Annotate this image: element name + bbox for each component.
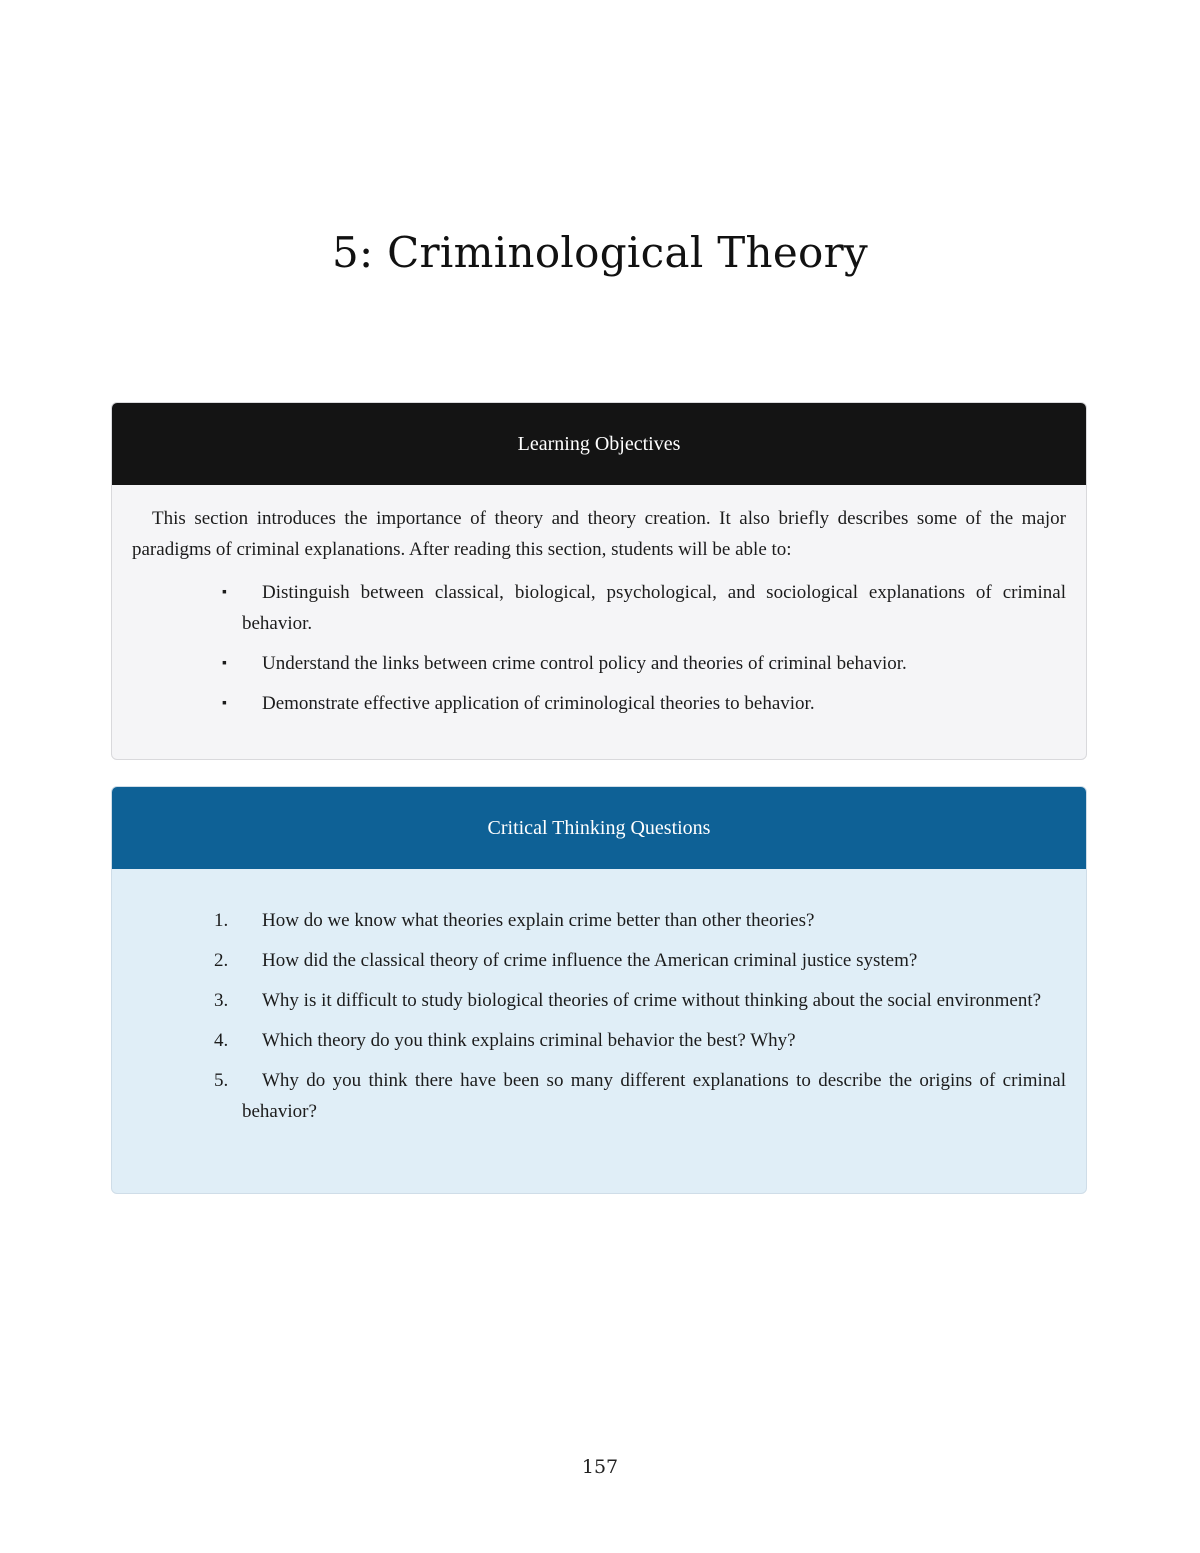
- question-item: [214, 905, 1066, 936]
- bullet-icon: ▪: [222, 696, 227, 711]
- bullet-icon: ▪: [222, 656, 227, 671]
- critical-thinking-body: [112, 869, 1086, 1127]
- objective-item: [222, 648, 1066, 679]
- chapter-title: 5: Criminological Theory: [331, 228, 869, 277]
- learning-objectives-box: [111, 402, 1087, 760]
- question-number: 5.: [214, 1070, 229, 1091]
- objective-text: Understand the links between crime control policy and theories of criminal behavior.: [262, 653, 907, 674]
- learning-objectives-body: [112, 485, 1086, 719]
- question-item: [214, 985, 1066, 1016]
- question-number: 1.: [214, 910, 229, 931]
- question-text: How do we know what theories explain crime better than other theories?: [262, 910, 815, 931]
- question-number: 3.: [214, 990, 229, 1011]
- question-text: Why is it difficult to study biological theories of crime without thinking about the social environment?: [262, 990, 1042, 1011]
- objective-item: [222, 688, 1066, 719]
- objective-text: Demonstrate effective application of criminological theories to behavior.: [262, 693, 815, 714]
- question-text: Why do you think there have been so many different explanations to describe the origins of criminal behavior?: [242, 1070, 1066, 1122]
- learning-objectives-intro: This section introduces the importance of theory and theory creation. It also briefly describes some of the major paradigms of criminal explanations. After reading this section, students will be able to:: [132, 508, 1066, 560]
- question-item: [214, 1025, 1066, 1056]
- question-number: 4.: [214, 1030, 229, 1051]
- critical-thinking-heading: Critical Thinking Questions: [112, 787, 1086, 869]
- bullet-icon: ▪: [222, 585, 227, 600]
- question-text: How did the classical theory of crime influence the American criminal justice system?: [262, 950, 918, 971]
- question-text: Which theory do you think explains criminal behavior the best? Why?: [262, 1030, 796, 1051]
- objective-item: [222, 577, 1066, 639]
- critical-thinking-box: [111, 786, 1087, 1194]
- objective-text: Distinguish between classical, biological, psychological, and sociological explanations of criminal behavior.: [242, 582, 1066, 634]
- question-number: 2.: [214, 950, 229, 971]
- question-item: [214, 945, 1066, 976]
- page-number: 157: [581, 1456, 619, 1478]
- question-item: [214, 1065, 1066, 1127]
- learning-objectives-heading: Learning Objectives: [112, 403, 1086, 485]
- objectives-list: [132, 577, 1066, 719]
- questions-list: [132, 905, 1066, 1127]
